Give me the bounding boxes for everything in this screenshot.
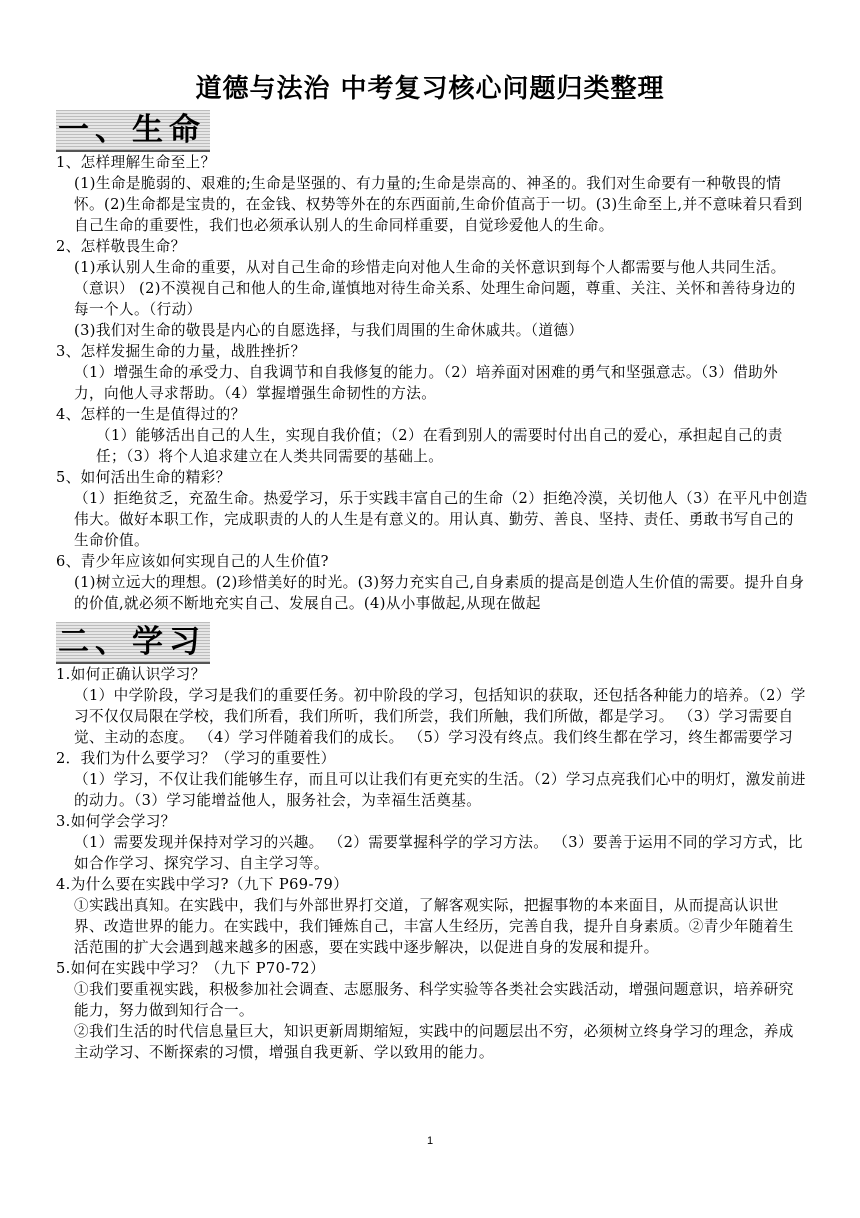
- question-2-1: 1.如何正确认识学习？: [56, 666, 206, 683]
- answer-1-2a: (1)承认别人生命的重要，从对自己生命的珍惜走向对他人生命的关怀意识到每个人都需要与他人共同生活。（意识） (2)不漠视自己和他人的生命,谨慎地对待生命关系、处理生命问题，尊重、关注、关怀和善待身边的每一个人。（行动）: [74, 259, 796, 318]
- question-2-3: 3.如何学会学习？: [56, 813, 176, 830]
- question-1-6: 6、青少年应该如何实现自己的人生价值?: [56, 553, 329, 570]
- page-number: 1: [426, 1135, 434, 1147]
- section-life-body: [56, 152, 808, 614]
- answer-1-6: (1)树立远大的理想。(2)珍惜美好的时光。(3)努力充实自己,自身素质的提高是创造人生价值的需要。提升自身的价值,就必须不断地充实自己、发展自己。(4)从小事做起,从现在做起: [74, 574, 805, 612]
- question-2-4: 4.为什么要在实践中学习?（九下 P69-79）: [56, 876, 349, 893]
- answer-1-5: （1）拒绝贫乏，充盈生命。热爱学习，乐于实践丰富自己的生命（2）拒绝冷漠，关切他人（3）在平凡中创造伟大。做好本职工作，完成职责的人的人生是有意义的。用认真、勤劳、善良、坚持、责任、勇敢书写自己的生命价值。: [74, 490, 808, 549]
- section-study-body: [56, 664, 808, 1063]
- answer-1-4: （1）能够活出自己的人生，实现自我价值；（2）在看到别人的需要时付出自己的爱心，承担起自己的责任；（3）将个人追求建立在人类共同需要的基础上。: [96, 427, 783, 465]
- question-1-1: 1、怎样理解生命至上？: [56, 154, 216, 171]
- answer-2-5b: ②我们生活的时代信息量巨大，知识更新周期缩短，实践中的问题层出不穷，必须树立终身学习的理念，养成主动学习、不断探索的习惯，增强自我更新、学以致用的能力。: [74, 1023, 794, 1061]
- section-heading-study: 二、学习: [56, 622, 210, 664]
- question-2-5: 5.如何在实践中学习？（九下 P70-72）: [56, 960, 325, 977]
- answer-2-3: （1）需要发现并保持对学习的兴趣。 （2）需要掌握科学的学习方法。 （3）要善于运用不同的学习方式，比如合作学习、探究学习、自主学习等。: [74, 834, 803, 872]
- page-title: 道德与法治 中考复习核心问题归类整理: [195, 74, 665, 104]
- question-1-5: 5、如何活出生命的精彩？: [56, 469, 231, 486]
- answer-1-3: （1）增强生命的承受力、自我调节和自我修复的能力。（2）培养面对困难的勇气和坚强意志。（3）借助外力，向他人寻求帮助。（4）掌握增强生命韧性的方法。: [74, 364, 779, 402]
- answer-1-1: (1)生命是脆弱的、艰难的;生命是坚强的、有力量的;生命是崇高的、神圣的。我们对生命要有一种敬畏的情怀。(2)生命都是宝贵的，在金钱、权势等外在的东西面前,生命价值高于一切。(3)生命至上,并不意味着只看到自己生命的重要性，我们也必须承认别人的生命同样重要，自觉珍爱他人的生命。: [74, 175, 803, 234]
- section-heading-life: 一、生命: [56, 110, 210, 152]
- answer-2-2: （1）学习，不仅让我们能够生存，而且可以让我们有更充实的生活。（2）学习点亮我们心中的明灯，激发前进的动力。（3）学习能增益他人，服务社会，为幸福生活奠基。: [74, 771, 806, 809]
- question-1-2: 2、怎样敬畏生命？: [56, 238, 186, 255]
- question-1-4: 4、怎样的一生是值得过的？: [56, 406, 246, 423]
- question-1-3: 3、怎样发掘生命的力量，战胜挫折？: [56, 343, 306, 360]
- answer-1-2b: (3)我们对生命的敬畏是内心的自愿选择，与我们周围的生命休戚共。（道德）: [74, 322, 584, 339]
- answer-2-5a: ①我们要重视实践，积极参加社会调查、志愿服务、科学实验等各类社会实践活动，增强问题意识，培养研究能力，努力做到知行合一。: [74, 981, 794, 1019]
- question-2-2: 2．我们为什么要学习？（学习的重要性）: [56, 750, 336, 767]
- answer-2-4: ①实践出真知。在实践中，我们与外部世界打交道，了解客观实际，把握事物的本来面目，从而提高认识世界、改造世界的能力。在实践中，我们锤炼自己，丰富人生经历，完善自我，提升自身素质。②青少年随着生活范围的扩大会遇到越来越多的困惑，要在实践中逐步解决，以促进自身的发展和提升。: [74, 897, 794, 956]
- answer-2-1: （1）中学阶段，学习是我们的重要任务。初中阶段的学习，包括知识的获取，还包括各种能力的培养。（2）学习不仅仅局限在学校，我们所看，我们所听，我们所尝，我们所触，我们所做，都是学习。 （3）学习需要自觉、主动的态度。 （4）学习伴随着我们的成长。 （5）学习没有终点。我们终生都在学习，终生都需要学习: [74, 687, 806, 746]
